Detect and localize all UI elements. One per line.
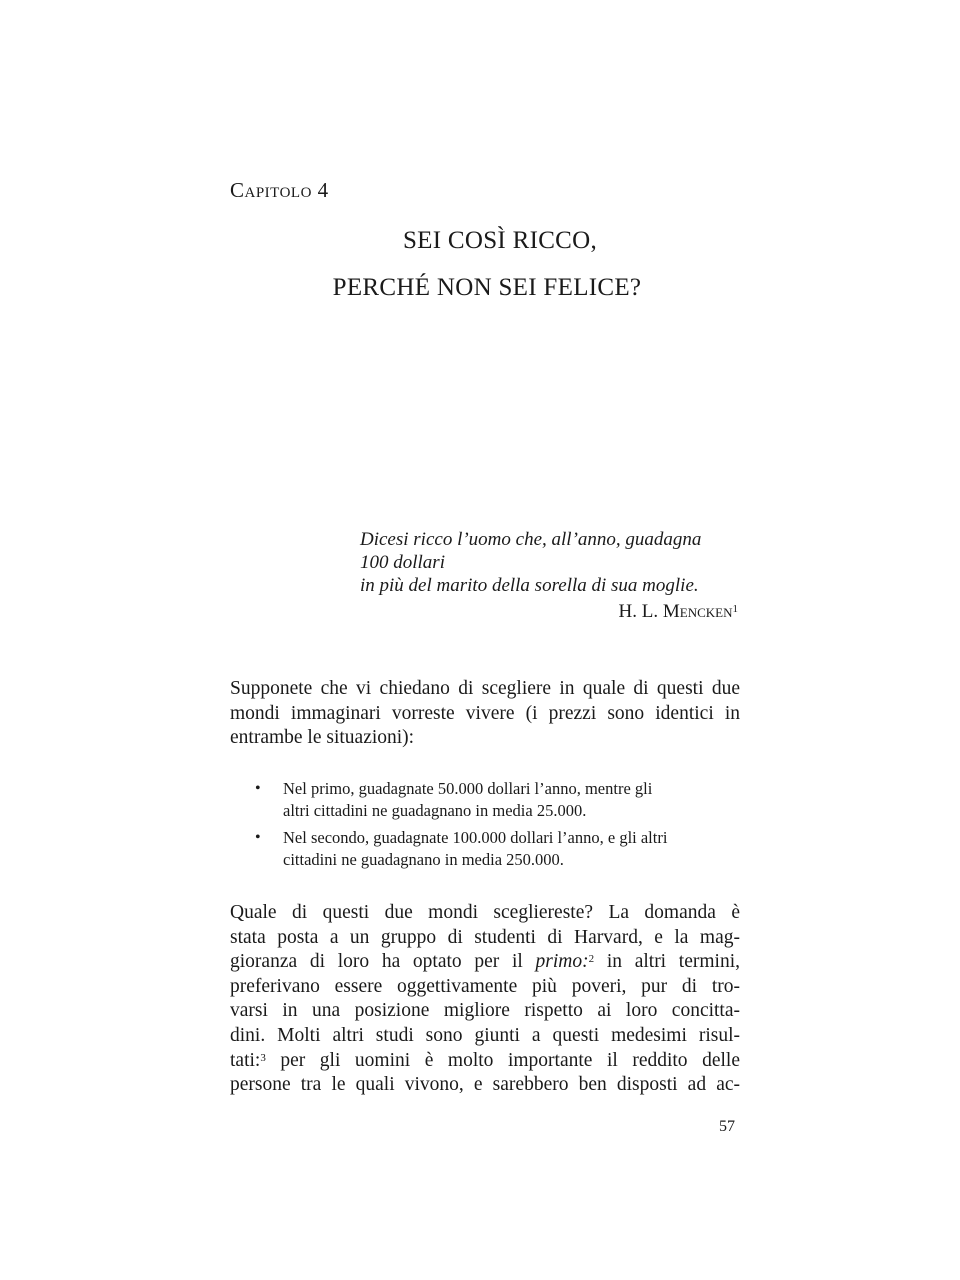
bullet-icon: • [255, 829, 261, 846]
list-item-line: Nel secondo, guadagnate 100.000 dollari l’anno, e gli altri [283, 828, 668, 847]
list-item-line: Nel primo, guadagnate 50.000 dollari l’anno, mentre gli [283, 779, 653, 798]
paragraph-line [230, 950, 740, 975]
footnote-marker: 1 [732, 603, 738, 615]
list-item [255, 827, 725, 871]
paragraph-line [230, 1049, 740, 1074]
intro-paragraph [230, 677, 740, 751]
body-paragraph [230, 901, 740, 1098]
paragraph-line: Quale di questi due mondi scegliereste? La domanda è [230, 902, 740, 923]
author-surname: Mencken [662, 601, 733, 622]
footnote-marker: 2 [588, 953, 595, 966]
paragraph-line: varsi in una posizione migliore rispetto ai loro concitta- [230, 1000, 740, 1022]
paragraph-line: preferivano essere oggettivamente più poveri, pur di tro- [230, 975, 740, 997]
chapter-label: Capitolo 4 [230, 178, 329, 202]
paragraph-line: dini. Molti altri studi sono giunti a questi medesimi risul- [230, 1024, 740, 1046]
footnote-marker: 3 [260, 1051, 266, 1064]
paragraph-line: entrambe le situazioni): [230, 727, 415, 748]
paragraph-line: Supponete che vi chiedano di scegliere in quale di questi due [230, 678, 740, 699]
text-run: tati: [230, 1049, 261, 1071]
scenario-list [255, 778, 725, 876]
author-initials: H. L. [618, 601, 659, 622]
chapter-title-line-1: SEI COSÌ RICCO, [402, 227, 598, 254]
emphasis-text: primo: [535, 951, 589, 973]
paragraph-line: persone tra le quali vivono, e sarebbero ben disposti ad ac- [230, 1074, 740, 1096]
text-run: gioranza di loro ha optato per il [230, 951, 536, 973]
list-item-line: cittadini ne guadagnano in media 250.000. [283, 850, 564, 869]
bullet-icon: • [255, 780, 261, 797]
epigraph-line: 100 dollari [360, 552, 445, 573]
epigraph-author [360, 600, 738, 623]
epigraph-line: in più del marito della sorella di sua moglie. [360, 575, 699, 596]
epigraph-quote [360, 528, 740, 597]
paragraph-line: mondi immaginari vorreste vivere (i prezzi sono identici in [230, 702, 740, 724]
page-number: 57 [719, 1118, 735, 1135]
paragraph-line: stata posta a un gruppo di studenti di Harvard, e la mag- [230, 926, 740, 948]
text-run: per gli uomini è molto importante il reddito delle [265, 1049, 740, 1071]
epigraph-line: Dicesi ricco l’uomo che, all’anno, guadagna [360, 529, 702, 550]
text-run: in altri termini, [594, 951, 741, 973]
list-item-line: altri cittadini ne guadagnano in media 25.000. [283, 801, 587, 820]
chapter-title-line-2: PERCHÉ NON SEI FELICE? [332, 274, 642, 301]
list-item [255, 778, 725, 822]
